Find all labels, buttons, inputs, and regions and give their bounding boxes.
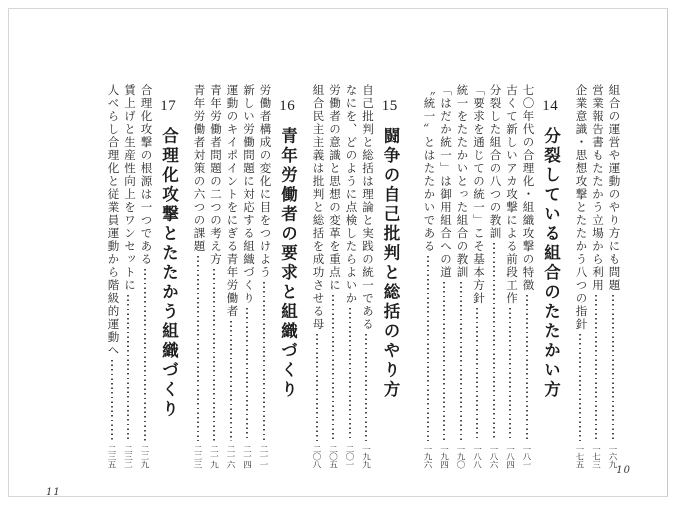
toc-entry (120, 84, 137, 470)
dotted-leader (349, 308, 351, 441)
toc-entry-title: 自己批判と総括は理論と実践の統一である (361, 84, 373, 331)
toc-entry (239, 84, 256, 470)
toc-entry (605, 84, 622, 470)
toc-entry-page-number: 一八四 (505, 444, 516, 468)
toc-entry-page-number: 二〇一 (345, 444, 355, 468)
chapter-heading (382, 84, 399, 470)
toc-entry-title: 組合民主主義は批判と総括を成功させる母 (311, 84, 324, 331)
toc-entry (420, 84, 437, 470)
toc-entry-title: 青年労働者対策の六つの課題 (192, 84, 205, 253)
page-footer-left: 11 (46, 487, 61, 498)
toc-entry-title: 統一をたたかいとった組合の教訓 (455, 84, 468, 279)
toc-entry (342, 84, 359, 470)
dotted-leader (263, 282, 265, 441)
toc-entry-title: 「はだか統一」は御用組合への道 (439, 84, 451, 279)
toc-entry-page-number: 一九九 (361, 444, 372, 468)
chapter-title: 闘争の自己批判と総括のやり方 (381, 127, 400, 400)
dotted-leader (595, 295, 597, 441)
toc-entry-page-number: 二二九 (140, 444, 150, 468)
chapter-number: 16 (279, 98, 296, 114)
toc-left-page (33, 84, 411, 470)
dotted-leader (526, 295, 528, 441)
chapter-heading (542, 84, 559, 470)
dotted-leader (460, 282, 462, 441)
toc-entry (309, 84, 326, 470)
dotted-leader (509, 308, 511, 441)
toc-entry (453, 84, 470, 470)
toc-entry (104, 84, 121, 470)
toc-entry-page-number: 一六九 (608, 444, 618, 468)
toc-entry-title: 賃上げと生産性向上をワンセットに (123, 84, 135, 292)
toc-entry-page-number: 二三五 (107, 444, 117, 468)
toc-entry (223, 84, 240, 470)
toc-entry-page-number: 二〇八 (312, 444, 322, 468)
toc-right-page (413, 84, 621, 470)
dotted-leader (493, 243, 495, 441)
toc-entry (572, 84, 589, 470)
toc-entry-title: 合理化攻撃の根源は一つである (139, 84, 152, 266)
toc-entry-page-number: 二一四 (242, 444, 253, 468)
dotted-leader (332, 295, 334, 441)
toc-entry-page-number: 二三二 (123, 444, 134, 468)
toc-entry (137, 84, 154, 470)
toc-entry-page-number: 一七三 (591, 444, 602, 468)
toc-entry-title: 新しい労働問題に対応する組織づくり (242, 84, 254, 305)
toc-entry (519, 84, 536, 470)
chapter-title: 分裂している組合のたたかい方 (541, 127, 561, 400)
toc-entry-page-number: 二二三 (193, 444, 203, 468)
toc-entry-page-number: 一九四 (439, 444, 450, 468)
toc-entry-title: 〝統一〟とはたたかいである (422, 84, 435, 253)
toc-entry-page-number: 二一六 (226, 444, 236, 468)
toc-entry (256, 84, 273, 470)
chapter-title: 青年労働者の要求と組織づくり (278, 127, 298, 400)
dotted-leader (246, 308, 248, 441)
toc-entry-page-number: 一七五 (575, 444, 585, 468)
toc-entry-title: 労働者構成の変化に目をつけよう (258, 84, 271, 279)
toc-entry (325, 84, 342, 470)
chapter-heading (279, 84, 296, 470)
toc-entry-title: 分裂した組合の八つの教訓 (488, 84, 501, 240)
toc-entry-title: 「要求を通じての統一」こそ基本方針 (472, 84, 484, 305)
toc-entry-page-number: 二〇五 (328, 444, 339, 468)
dotted-leader (230, 321, 232, 441)
toc-entry-page-number: 二一一 (259, 444, 269, 468)
dotted-leader (316, 334, 318, 441)
dotted-leader (365, 334, 367, 441)
toc-entry (588, 84, 605, 470)
toc-entry-page-number: 一九〇 (456, 444, 466, 468)
toc-entry (206, 84, 223, 470)
toc-entry-title: 労働者の意識と思想の変革を重点に (328, 84, 340, 292)
toc-entry-page-number: 一八一 (522, 444, 532, 468)
dotted-leader (612, 295, 614, 441)
toc-entry-title: 組合の運営や運動のやり方にも問題 (607, 84, 620, 292)
toc-entry-title: 青年労働者問題の二つの考え方 (209, 84, 221, 266)
toc-entry-page-number: 一八八 (472, 444, 483, 468)
dotted-leader (427, 256, 429, 441)
toc-entry (486, 84, 503, 470)
toc-entry (358, 84, 375, 470)
toc-entry (502, 84, 519, 470)
toc-entry-title: 古くて新しいアカ攻撃による前段工作 (505, 84, 517, 305)
dotted-leader (127, 295, 129, 441)
toc-entry-title: 運動のキイポイントをにぎる青年労働者 (225, 84, 238, 318)
toc-entry (469, 84, 486, 470)
dotted-leader (443, 282, 445, 441)
chapter-number: 15 (381, 98, 398, 114)
chapter-heading (160, 84, 177, 470)
toc-entry-title: 人べらし合理化と従業員運動から階級的運動へ (106, 84, 119, 357)
toc-entry-page-number: 一九六 (423, 444, 433, 468)
toc-entry-title: 七〇年代の合理化・組織攻撃の特徴 (521, 84, 534, 292)
dotted-leader (579, 334, 581, 441)
dotted-leader (213, 269, 215, 441)
dotted-leader (476, 308, 478, 441)
toc-entry-title: 企業意識・思想攻撃とたたかう八つの指針 (574, 84, 587, 331)
toc-entry-title: 営業報告書もたたかう立場から利用 (591, 84, 603, 292)
page-footer-right: 10 (616, 465, 631, 476)
toc-entry-title: なにを、どのように点検したらよいか (344, 84, 357, 305)
toc-entry (190, 84, 207, 470)
toc-entry-page-number: 二一九 (209, 444, 220, 468)
chapter-number: 14 (542, 98, 559, 114)
toc-entry-page-number: 一八六 (489, 444, 499, 468)
dotted-leader (144, 269, 146, 441)
chapter-title: 合理化攻撃とたたかう組織づくり (159, 127, 179, 420)
toc-entry (436, 84, 453, 470)
dotted-leader (197, 256, 199, 441)
dotted-leader (111, 360, 113, 441)
chapter-number: 17 (160, 98, 177, 114)
